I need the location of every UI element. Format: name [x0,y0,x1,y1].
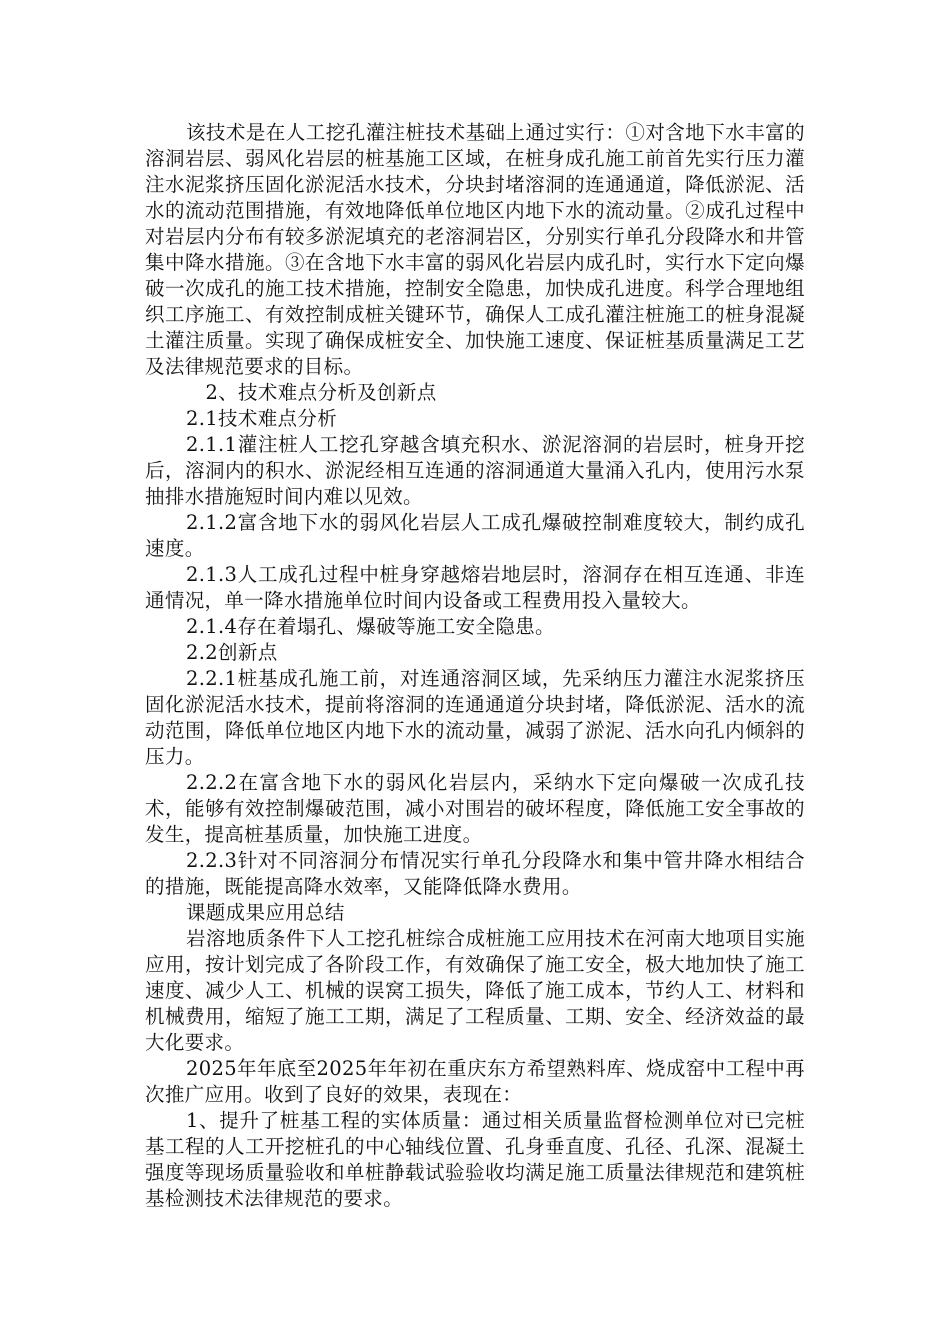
paragraph-2-2-1: 2.2.1桩基成孔施工前，对连通溶洞区域，先采纳压力灌注水泥浆挤压固化淤泥活水技术，提前将溶洞的连通通道分块封堵，降低淤泥、活水的流动范围，降低单位地区内地下水的流动量，减弱了淤泥、活水向孔内倾斜的压力。 [145,667,805,768]
document-page [145,120,805,1212]
paragraph-2-1-2: 2.1.2富含地下水的弱风化岩层人工成孔爆破控制难度较大，制约成孔速度。 [145,511,805,560]
subsection-heading-2-1: 2.1技术难点分析 [185,407,338,430]
paragraph-2-1-1: 2.1.1灌注桩人工挖孔穿越含填充积水、淤泥溶洞的岩层时，桩身开挖后，溶洞内的积水、淤泥经相互连通的溶洞通道大量涌入孔内，使用污水泵抽排水措施短时间内难以见效。 [145,433,805,508]
paragraph-summary-2: 2025年年底至2025年年初在重庆东方希望熟料库、烧成窑中工程中再次推广应用。收到了良好的效果，表现在： [145,1057,805,1106]
section-heading-2: 2、技术难点分析及创新点 [205,381,437,404]
paragraph-summary-1: 岩溶地质条件下人工挖孔桩综合成桩施工应用技术在河南大地项目实施应用，按计划完成了各阶段工作，有效确保了施工安全，极大地加快了施工速度、减少人工、机械的误窝工损失，降低了施工成本，节约人工、材料和机械费用，缩短了施工工期，满足了工程质量、工期、安全、经济效益的最大化要求。 [145,927,805,1054]
section-heading-summary: 课题成果应用总结 [185,901,345,924]
paragraph-intro: 该技术是在人工挖孔灌注桩技术基础上通过实行：①对含地下水丰富的溶洞岩层、弱风化岩层的桩基施工区域，在桩身成孔施工前首先实行压力灌注水泥浆挤压固化淤泥活水技术，分块封堵溶洞的连通通道，降低淤泥、活水的流动范围措施，有效地降低单位地区内地下水的流动量。②成孔过程中对岩层内分布有较多淤泥填充的老溶洞岩区，分别实行单孔分段降水和井管集中降水措施。③在含地下水丰富的弱风化岩层内成孔时，实行水下定向爆破一次成孔的施工技术措施，控制安全隐患，加快成孔进度。科学合理地组织工序施工、有效控制成桩关键环节，确保人工成孔灌注桩施工的桩身混凝土灌注质量。实现了确保成桩安全、加快施工速度、保证桩基质量满足工艺及法律规范要求的目标。 [145,121,805,378]
subsection-heading-2-2: 2.2创新点 [185,641,278,664]
paragraph-2-1-4: 2.1.4存在着塌孔、爆破等施工安全隐患。 [185,615,555,638]
paragraph-2-2-3: 2.2.3针对不同溶洞分布情况实行单孔分段降水和集中管井降水相结合的措施，既能提高降水效率，又能降低降水费用。 [145,849,805,898]
paragraph-summary-3: 1、提升了桩基工程的实体质量：通过相关质量监督检测单位对已完桩基工程的人工开挖桩孔的中心轴线位置、孔身垂直度、孔径、孔深、混凝土强度等现场质量验收和单桩静载试验验收均满足施工质量法律规范和建筑桩基检测技术法律规范的要求。 [145,1109,805,1210]
paragraph-2-1-3: 2.1.3人工成孔过程中桩身穿越熔岩地层时，溶洞存在相互连通、非连通情况，单一降水措施单位时间内设备或工程费用投入量较大。 [145,563,805,612]
paragraph-2-2-2: 2.2.2在富含地下水的弱风化岩层内，采纳水下定向爆破一次成孔技术，能够有效控制爆破范围，减小对围岩的破坏程度，降低施工安全事故的发生，提高桩基质量，加快施工进度。 [145,771,805,846]
